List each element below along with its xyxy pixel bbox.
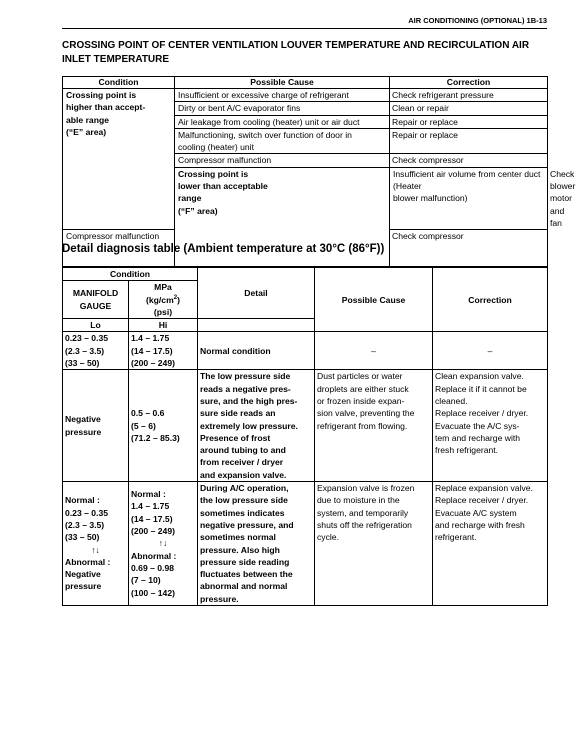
hi-cell: [129, 370, 198, 482]
value-line: (33 – 50): [65, 358, 100, 369]
detail-line: pressure.: [200, 593, 239, 604]
section-title: CROSSING POINT OF CENTER VENTILATION LOUVER TEMPERATURE AND RECIRCULATION AIR INLET TEMPERATURE: [62, 40, 530, 65]
table-row: [63, 89, 548, 102]
condition-line: (“E” area): [66, 126, 107, 137]
correction-cell: –: [433, 332, 548, 370]
hi-cell: [129, 482, 198, 606]
detail-cell: Normal condition: [198, 332, 315, 370]
value-line: pressure: [65, 426, 102, 437]
detail-line: sometimes indicates: [200, 507, 285, 518]
detail-cell: [198, 482, 315, 606]
detail-line: extremely low pressure.: [200, 420, 298, 431]
correction-cell: [433, 482, 548, 606]
cause-cell: Air leakage from cooling (heater) unit or air duct: [175, 115, 390, 128]
condition-line: Crossing point is: [66, 90, 137, 100]
cause-cell: Compressor malfunction: [63, 230, 175, 267]
detail-line: from receiver / dryer: [200, 457, 284, 468]
detail-table-title: Detail diagnosis table (Ambient temperature at 30°C (86°F)): [62, 243, 385, 255]
value-line: pressure: [65, 581, 102, 592]
column-header-correction: Correction: [390, 77, 548, 89]
correction-cell: Check refrigerant pressure: [390, 89, 548, 102]
condition-line: Crossing point is: [178, 168, 249, 179]
cause-line: droplets are either stuck: [317, 383, 409, 394]
cause-line: cooling (heater) unit: [178, 142, 254, 153]
value-line: (2.3 – 3.5): [65, 519, 105, 530]
cause-cell: [390, 167, 548, 229]
detail-line: pressure side reading: [200, 556, 290, 567]
cause-line: Dust particles or water: [317, 371, 403, 382]
condition-line: able range: [66, 114, 109, 125]
value-line: Negative: [65, 414, 101, 425]
correction-line: refrigerant.: [435, 532, 477, 543]
value-line: (33 – 50): [65, 532, 100, 543]
correction-line: tem and recharge with: [435, 432, 521, 443]
units-kg-close: ): [177, 294, 180, 305]
lo-cell: [63, 370, 129, 482]
running-header: AIR CONDITIONING (OPTIONAL) 1B-13: [62, 16, 547, 29]
value-line: Negative: [65, 569, 101, 580]
units-kg-text: (kg/cm: [146, 294, 174, 305]
detail-line: sure side reads an: [200, 408, 276, 419]
correction-line: Evacuate the A/C sys-: [435, 420, 520, 431]
value-line: 0.5 – 0.6: [131, 408, 165, 419]
value-line: (2.3 – 3.5): [65, 345, 105, 356]
lo-header: Lo: [63, 319, 129, 332]
hi-cell: [129, 332, 198, 370]
correction-line: Clean expansion valve.: [435, 371, 524, 382]
fluctuation-arrows-icon: ↑↓: [158, 538, 168, 549]
value-line: Abnormal :: [65, 556, 111, 567]
correction-cell: Check compressor: [390, 230, 548, 267]
value-line: 0.23 – 0.35: [65, 333, 109, 344]
condition-line: lower than acceptable: [178, 181, 268, 192]
column-header-possible-cause: Possible Cause: [175, 77, 390, 89]
manifold-line: GAUGE: [79, 300, 112, 311]
column-header-condition: Condition: [63, 77, 175, 89]
detail-cell: [198, 370, 315, 482]
units-kg: [131, 294, 195, 306]
correction-line: Replace receiver / dryer.: [435, 408, 529, 419]
hi-header: Hi: [129, 319, 198, 332]
detail-line: negative pressure, and: [200, 519, 294, 530]
value-line: Normal :: [131, 489, 166, 500]
units-psi: (psi): [153, 306, 173, 317]
detail-line: Presence of frost: [200, 432, 271, 443]
detail-header: Detail: [198, 268, 315, 319]
correction-line: Evacuate A/C system: [435, 507, 517, 518]
detail-line: The low pressure side: [200, 371, 291, 382]
cause-line: shuts off the refrigeration: [317, 519, 412, 530]
correction-cell: [433, 370, 548, 482]
manifold-line: MANIFOLD: [72, 288, 119, 299]
value-line: (14 – 17.5): [131, 345, 173, 356]
correction-line: fresh refrigerant.: [435, 445, 499, 456]
detail-line: and expansion valve.: [200, 469, 287, 480]
value-line: (200 – 249): [131, 526, 175, 537]
table-row: [63, 332, 548, 370]
table-row: Crossing point is lower than acceptable range (“F” area) Insufficient air volume from center duct (Heater blower malfunction) Check blower motor and fan: [63, 167, 548, 229]
lo-cell: [63, 482, 129, 606]
value-line: 1.4 – 1.75: [131, 501, 170, 512]
value-line: (7 – 10): [131, 575, 161, 586]
value-line: (71.2 – 85.3): [131, 432, 180, 443]
correction-cell: Repair or replace: [390, 128, 548, 154]
correction-line: Replace receiver / dryer.: [435, 495, 529, 506]
cause-line: system, and temporarily: [317, 507, 409, 518]
detail-line: During A/C operation,: [200, 483, 289, 494]
value-line: 1.4 – 1.75: [131, 333, 170, 344]
value-line: 0.69 – 0.98: [131, 562, 175, 573]
units-header: [129, 281, 198, 319]
value-line: (100 – 142): [131, 587, 175, 598]
cause-cell: Compressor malfunction: [175, 154, 390, 167]
detail-line: sometimes normal: [200, 532, 276, 543]
correction-line: cleaned.: [435, 395, 468, 406]
cause-line: or frozen inside expan-: [317, 395, 405, 406]
manifold-gauge-header: [63, 281, 129, 319]
cause-line: due to moisture in the: [317, 495, 400, 506]
lo-cell: [63, 332, 129, 370]
value-line: 0.23 – 0.35: [65, 507, 109, 518]
detail-line: the low pressure side: [200, 495, 288, 506]
detail-line: around tubing to and: [200, 445, 286, 456]
cause-cell: [315, 482, 433, 606]
cause-cell: Dirty or bent A/C evaporator fins: [175, 102, 390, 115]
correction-cell: Repair or replace: [390, 115, 548, 128]
cause-cell: [175, 128, 390, 154]
condition-line: range: [178, 193, 202, 204]
value-line: (5 – 6): [131, 420, 156, 431]
correction-cell: Check compressor: [390, 154, 548, 167]
cause-line: blower malfunction): [393, 193, 468, 204]
table-row: [63, 370, 548, 482]
cause-line: Insufficient air volume from center duct (Heater: [393, 168, 541, 192]
cause-cell: Insufficient or excessive charge of refrigerant: [175, 89, 390, 102]
possible-cause-header: Possible Cause: [315, 268, 433, 332]
units-mpa: MPa: [154, 282, 172, 293]
crossing-point-table: [62, 76, 576, 267]
value-line: Normal :: [65, 495, 100, 506]
correction-header: Correction: [433, 268, 548, 332]
correction-line: Replace expansion valve.: [435, 483, 533, 494]
fluctuation-arrows-icon: ↑↓: [91, 544, 100, 555]
cause-cell: –: [315, 332, 433, 370]
value-line: (200 – 249): [131, 358, 175, 369]
correction-line: Replace it if it cannot be: [435, 383, 527, 394]
value-line: Abnormal :: [131, 550, 177, 561]
detail-line: reads a negative pres-: [200, 383, 291, 394]
cause-cell: [315, 370, 433, 482]
condition-line: higher than accept-: [66, 102, 146, 113]
condition-line: (“F” area): [178, 205, 218, 216]
cause-line: refrigerant from flowing.: [317, 420, 408, 431]
detail-line: pressure. Also high: [200, 544, 280, 555]
detail-diagnosis-table: [62, 267, 548, 606]
cause-line: Expansion valve is frozen: [317, 483, 415, 494]
correction-cell: Clean or repair: [390, 102, 548, 115]
cause-line: Malfunctioning, switch over function of door in: [178, 129, 352, 140]
cause-line: cycle.: [317, 532, 339, 543]
detail-line: abnormal and normal: [200, 581, 288, 592]
detail-line: fluctuates between the: [200, 569, 293, 580]
detail-line: sure, and the high pres-: [200, 395, 298, 406]
correction-line: and recharge with fresh: [435, 519, 525, 530]
value-line: (14 – 17.5): [131, 513, 173, 524]
condition-cell: [63, 89, 175, 230]
units-superscript: 2: [173, 294, 178, 301]
condition-header: Condition: [63, 268, 198, 281]
cause-line: sion valve, preventing the: [317, 408, 415, 419]
table-row: [63, 482, 548, 606]
